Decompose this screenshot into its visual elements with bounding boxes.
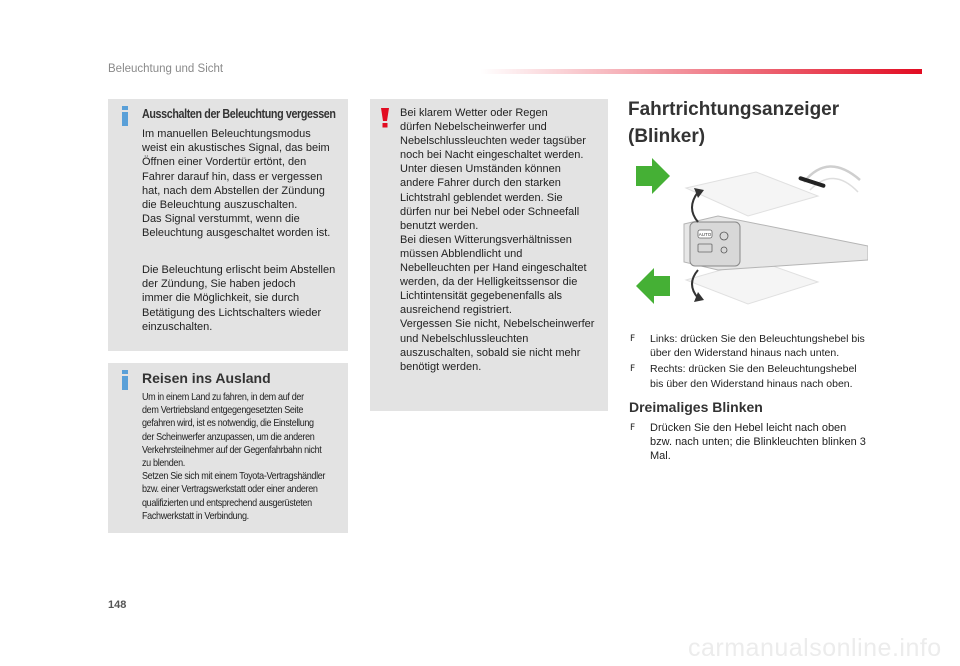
arrow-left-icon [636, 268, 670, 304]
bullet-mark: F [630, 423, 636, 433]
bullet-mark: F [630, 364, 636, 375]
info-icon [118, 105, 132, 127]
info-box-title: Reisen ins Ausland [142, 370, 271, 386]
indicator-bullet-list [630, 332, 870, 393]
chapter-title: Beleuchtung und Sicht [108, 63, 224, 75]
list-item: F Drücken Sie den Hebel leicht nach oben bzw. nach unten; die Blinkleuchten blinken 3 Mal. [630, 422, 866, 463]
info-box-paragraph: Die Beleuchtung erlischt beim Abstellen der Zündung, Sie haben jedoch immer die Möglichkeit, sie durch Betätigung des Lichtschalters wieder einzuschalten. [142, 264, 336, 333]
steering-wheel-mark [798, 176, 826, 188]
bullet-mark: F [630, 334, 636, 344]
info-box-paragraph: Im manuellen Beleuchtungsmodus weist ein akustisches Signal, das beim Öffnen einer Vordertür ertönt, den Fahrer darauf hin, dass er vergessen hat, nach dem Abstellen der Zündung die Beleuchtung auszuschalten. Das Signal verstummt, wenn die Beleuchtung ausgeschaltet worden ist. [142, 128, 331, 240]
info-box-travel-abroad [108, 363, 348, 533]
watermark: carmanualsonline.info [688, 634, 942, 662]
auto-label: AUTO [698, 232, 712, 237]
info-box-lights-off [108, 99, 348, 351]
info-icon [118, 369, 132, 391]
section-title: Fahrtrichtungsanzeiger (Blinker) [628, 99, 840, 147]
page-number: 148 [108, 599, 127, 611]
exclamation-icon [378, 107, 392, 129]
subsection-title: Dreimaliges Blinken [629, 399, 763, 415]
info-box-title: Ausschalten der Beleuchtung vergessen [142, 107, 336, 121]
triple-blink-bullet-list [630, 421, 870, 466]
warning-paragraph: Bei klarem Wetter oder Regen dürfen Nebelscheinwerfer und Nebelschlussleuchten weder tagsüber noch bei Nacht eingeschaltet werden. Unter diesen Umständen können andere Fahrer durch den starken Lichtstrahl geblendet werden. Sie dürfen nur bei Nebel oder Schneefall benutzt werden. Bei diesen Witterungsverhältnissen müssen Abblendlicht und Nebelleuchten per Hand eingeschaltet werden, da der Helligkeitssensor die Lichtintensität gegebenenfalls als ausreichend registriert. Vergessen Sie nicht, Nebelscheinwerfer und Nebelschlussleuchten auszuschalten, sobald sie nicht mehr benötigt werden. [400, 107, 595, 373]
header-rule [480, 69, 922, 74]
indicator-stalk-illustration [628, 152, 868, 322]
info-box-paragraph: Um in einem Land zu fahren, in dem auf der dem Vertriebsland entgegengesetzten Seite gefahren wird, ist es notwendig, die Einstellung der Scheinwerfer anzupassen, um die anderen Verkehrsteilnehmer auf der Gegenfahrbahn nicht zu blenden. Setzen Sie sich mit einem Toyota-Vertragshändler bzw. einer Vertragswerkstatt oder einer anderen qualifizierten und entsprechend ausgerüsteten Fachwerkstatt in Verbindung. [142, 391, 326, 522]
arrow-right-icon [636, 158, 670, 194]
warning-box-fog-lights [370, 99, 608, 411]
list-item: F Rechts: drücken Sie den Beleuchtungshebel bis über den Widerstand hinaus nach oben. [630, 363, 857, 390]
list-item: F Links: drücken Sie den Beleuchtungshebel bis über den Widerstand hinaus nach unten. [630, 333, 865, 360]
